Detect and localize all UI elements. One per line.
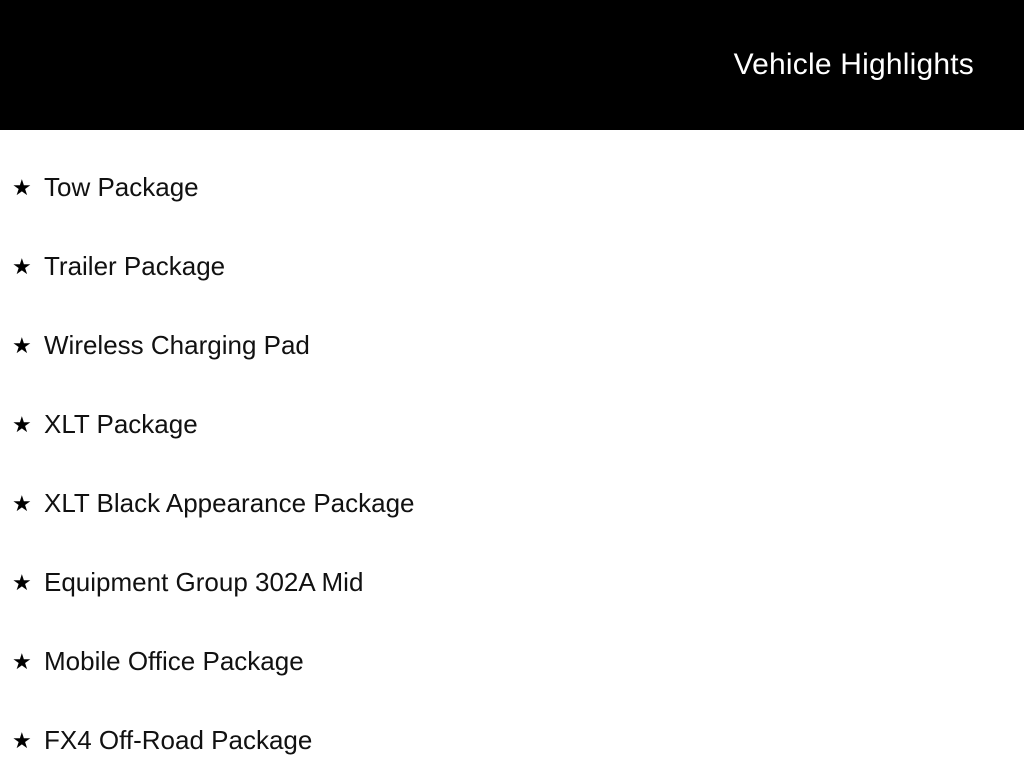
- list-item: [0, 385, 1024, 464]
- list-item: [0, 227, 1024, 306]
- list-item: [0, 148, 1024, 227]
- star-icon: ★: [12, 648, 32, 674]
- page-header: [0, 0, 1024, 130]
- vehicle-highlights-list: [0, 130, 1024, 780]
- list-item: [0, 543, 1024, 622]
- list-item-label: Mobile Office Package: [44, 646, 304, 677]
- list-item: [0, 622, 1024, 701]
- list-item-label: Trailer Package: [44, 251, 226, 282]
- list-item: [0, 464, 1024, 543]
- list-item: [0, 306, 1024, 385]
- star-icon: ★: [12, 490, 32, 516]
- list-item-label: XLT Package: [44, 409, 198, 440]
- star-icon: ★: [12, 174, 32, 200]
- list-item-label: Wireless Charging Pad: [44, 330, 310, 361]
- page-title: Vehicle Highlights: [733, 48, 974, 81]
- list-item-label: Tow Package: [44, 172, 199, 203]
- list-item-label: XLT Black Appearance Package: [44, 488, 415, 519]
- list-item-label: FX4 Off-Road Package: [44, 725, 313, 756]
- star-icon: ★: [12, 411, 32, 437]
- star-icon: ★: [12, 727, 32, 753]
- list-item: [0, 701, 1024, 780]
- star-icon: ★: [12, 253, 32, 279]
- star-icon: ★: [12, 569, 32, 595]
- list-item-label: Equipment Group 302A Mid: [44, 567, 364, 598]
- star-icon: ★: [12, 332, 32, 358]
